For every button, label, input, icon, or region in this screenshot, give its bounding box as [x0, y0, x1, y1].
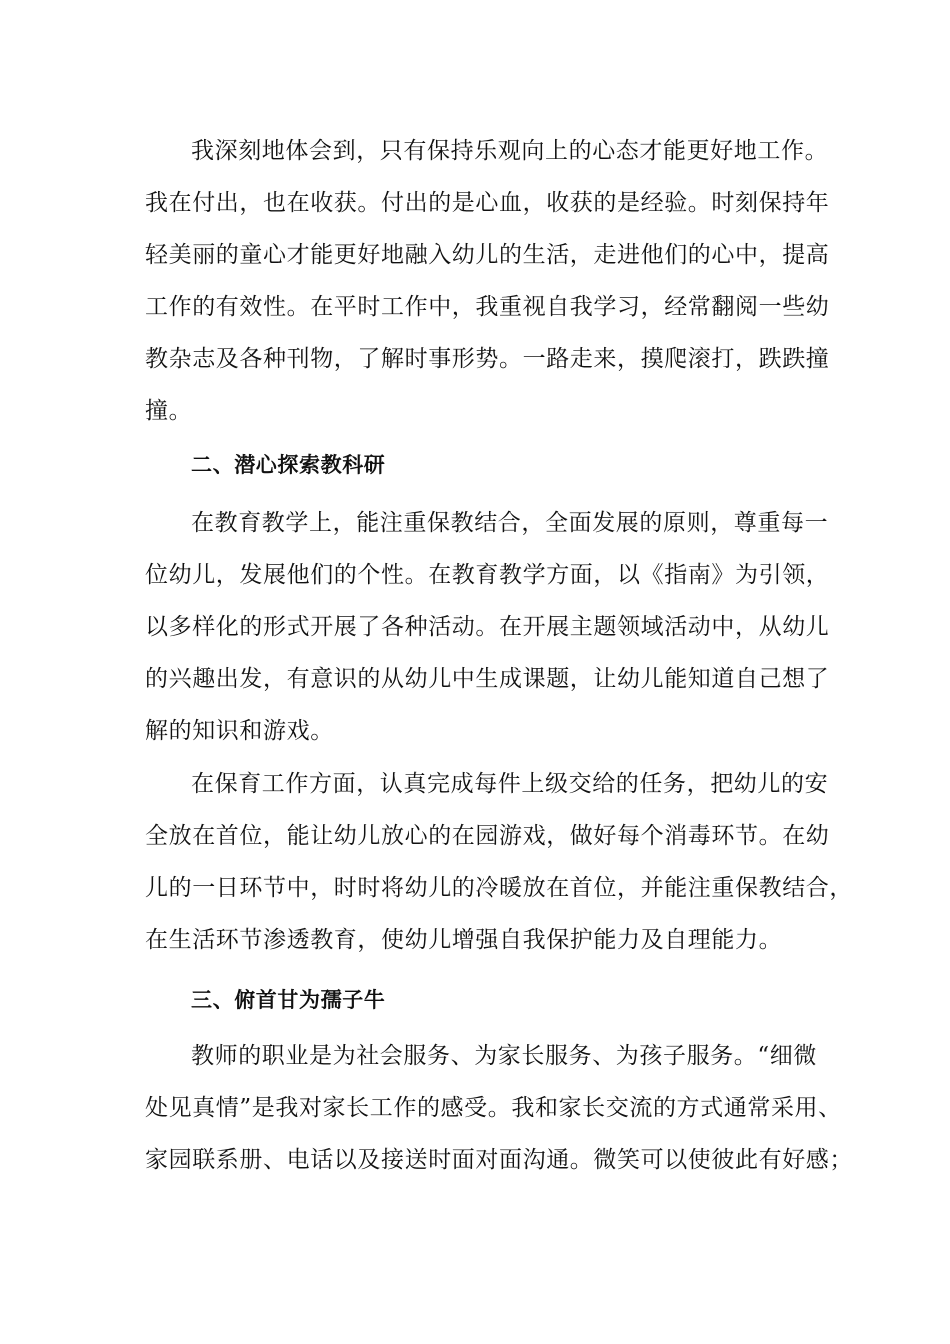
paragraph-1-line: 工作的有效性。在平时工作中，我重视自我学习，经常翻阅一些幼 [145, 294, 830, 320]
paragraph-4-line: 处见真情”是我对家长工作的感受。我和家长交流的方式通常采用、 [145, 1095, 842, 1121]
paragraph-1-line: 撞。 [145, 398, 193, 424]
paragraph-1-line: 轻美丽的童心才能更好地融入幼儿的生活，走进他们的心中，提高 [145, 242, 830, 268]
paragraph-4-line: 教师的职业是为社会服务、为家长服务、为孩子服务。“细微 [191, 1043, 817, 1069]
paragraph-1 [145, 125, 830, 437]
paragraph-2-line: 解的知识和游戏。 [145, 718, 334, 744]
paragraph-2-line: 的兴趣出发，有意识的从幼儿中生成课题，让幼儿能知道自己想了 [145, 666, 830, 692]
paragraph-3 [145, 758, 853, 966]
paragraph-1-line: 教杂志及各种刊物，了解时事形势。一路走来，摸爬滚打，跌跌撞 [145, 346, 830, 372]
paragraph-2-line: 位幼儿，发展他们的个性。在教育教学方面，以《指南》为引领， [145, 562, 830, 588]
paragraph-1-line: 我深刻地体会到，只有保持乐观向上的心态才能更好地工作。 [191, 138, 829, 164]
paragraph-4-line: 家园联系册、电话以及接送时面对面沟通。微笑可以使彼此有好感； [145, 1147, 853, 1173]
paragraph-2-line: 以多样化的形式开展了各种活动。在开展主题领域活动中，从幼儿 [145, 614, 830, 640]
paragraph-3-line: 在生活环节渗透教育，使幼儿增强自我保护能力及自理能力。 [145, 927, 783, 953]
paragraph-4 [145, 1030, 853, 1186]
paragraph-3-line: 全放在首位，能让幼儿放心的在园游戏，做好每个消毒环节。在幼 [145, 823, 830, 849]
section-heading-2: 二、潜心探索教科研 [191, 453, 386, 477]
paragraph-1-line: 我在付出，也在收获。付出的是心血，收获的是经验。时刻保持年 [145, 190, 830, 216]
paragraph-2 [145, 497, 830, 757]
paragraph-2-line: 在教育教学上，能注重保教结合，全面发展的原则，尊重每一 [191, 510, 829, 536]
section-heading-3: 三、俯首甘为孺子牛 [191, 988, 386, 1012]
paragraph-3-line: 在保育工作方面，认真完成每件上级交给的任务，把幼儿的安 [191, 771, 829, 797]
paragraph-3-line: 儿的一日环节中，时时将幼儿的冷暖放在首位，并能注重保教结合， [145, 875, 853, 901]
